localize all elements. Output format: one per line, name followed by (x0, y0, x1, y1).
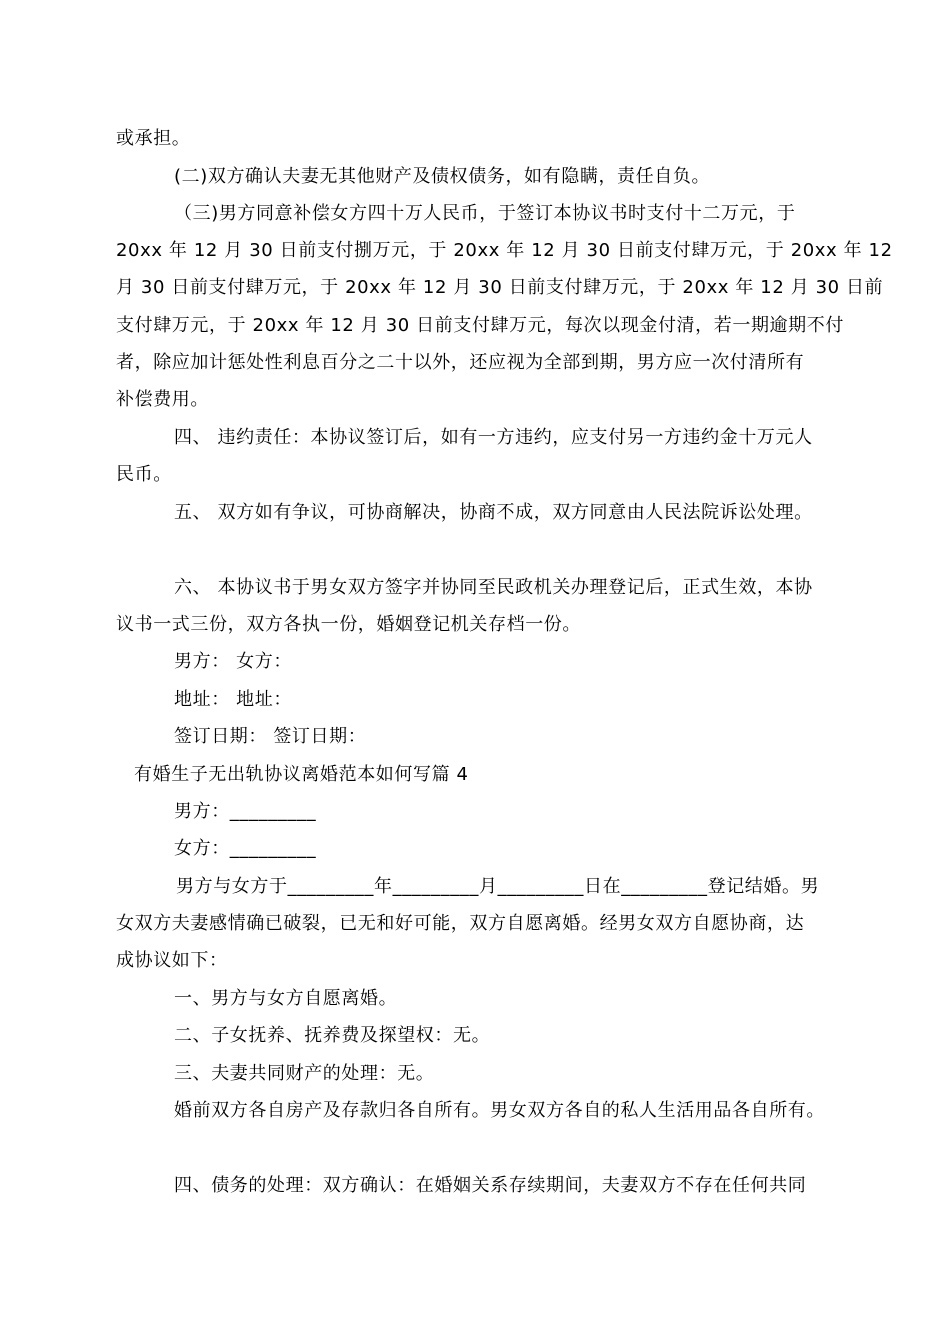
list-item: 三、夫妻共同财产的处理：无。 (174, 1063, 435, 1084)
paragraph-line: 或承担。 (116, 128, 191, 149)
signature-line-date: 签订日期： 签订日期： (174, 726, 367, 747)
list-item: 二、子女抚养、抚养费及探望权：无。 (174, 1025, 491, 1046)
paragraph-line: 四、 违约责任：本协议签订后，如有一方违约，应支付另一方违约金十万元人 (174, 427, 813, 448)
section-heading: 有婚生子无出轨协议离婚范本如何写篇 4 (134, 764, 469, 785)
paragraph-line: 20xx 年 12 月 30 日前支付捌万元，于 20xx 年 12 月 30 日前支付肆万元，于 20xx 年 12 (116, 240, 893, 261)
paragraph-line: 五、 双方如有争议，可协商解决，协商不成，双方同意由人民法院诉讼处理。 (174, 502, 813, 523)
paragraph-line: 月 30 日前支付肆万元，于 20xx 年 12 月 30 日前支付肆万元，于 20xx 年 12 月 30 日前 (116, 277, 884, 298)
paragraph-line: 民币。 (116, 464, 172, 485)
paragraph-line: 女双方夫妻感情确已破裂，已无和好可能，双方自愿离婚。经男女双方自愿协商，达 (116, 913, 805, 934)
paragraph-line: 议书一式三份，双方各执一份，婚姻登记机关存档一份。 (116, 614, 581, 635)
paragraph-line: 补偿费用。 (116, 389, 209, 410)
list-item: 一、男方与女方自愿离婚。 (174, 988, 398, 1009)
paragraph-line: 四、债务的处理：双方确认：在婚姻关系存续期间，夫妻双方不存在任何共同 (174, 1175, 807, 1196)
signature-line-address: 地址： 地址： (174, 689, 292, 710)
field-line-female: 女方：_________ (174, 838, 317, 859)
paragraph-line: 婚前双方各自房产及存款归各自所有。男女双方各自的私人生活用品各自所有。 (174, 1100, 825, 1121)
paragraph-line: 六、 本协议书于男女双方签字并协同至民政机关办理登记后，正式生效，本协 (174, 577, 813, 598)
paragraph-line: 支付肆万元，于 20xx 年 12 月 30 日前支付肆万元，每次以现金付清，若一期逾期不付 (116, 315, 844, 336)
paragraph-line: （三)男方同意补偿女方四十万人民币，于签订本协议书时支付十二万元，于 (174, 203, 796, 224)
paragraph-line: 者，除应加计惩处性利息百分之二十以外，还应视为全部到期，男方应一次付清所有 (116, 352, 805, 373)
signature-line-party: 男方： 女方： (174, 651, 292, 672)
paragraph-line: 男方与女方于_________年_________月_________日在_________登记结婚。男 (176, 876, 820, 897)
field-line-male: 男方：_________ (174, 801, 317, 822)
paragraph-line: (二)双方确认夫妻无其他财产及债权债务，如有隐瞒，责任自负。 (174, 166, 711, 187)
paragraph-line: 成协议如下： (116, 950, 228, 971)
